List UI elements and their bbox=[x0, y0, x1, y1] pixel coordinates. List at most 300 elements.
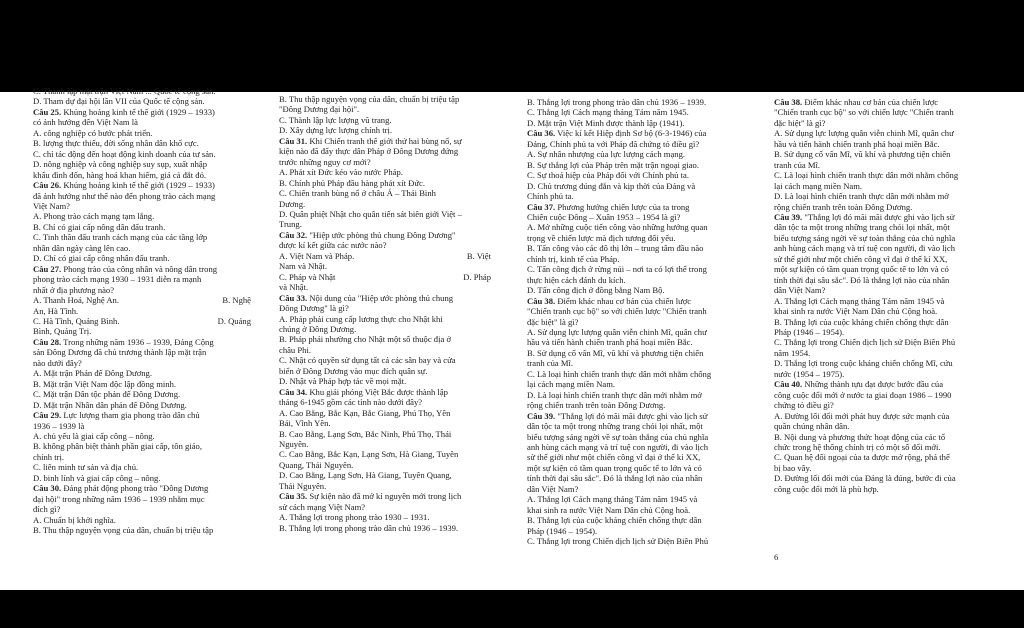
text-line bbox=[279, 366, 491, 376]
line-text: Chính phủ ta. bbox=[527, 191, 574, 202]
line-text: C. Hà Tĩnh, Quảng Bình. bbox=[33, 315, 120, 326]
question-number: Câu 37. bbox=[527, 201, 556, 212]
line-text: C. Chiến tranh bùng nổ ở châu Á – Thái Bình bbox=[279, 188, 436, 199]
line-text: sử thế giới như một chiến công vĩ đại ở thế kỉ XX, bbox=[774, 253, 948, 264]
line-text: tranh của Mĩ. bbox=[774, 159, 821, 170]
line-text: A. Pháp phải cung cấp lương thực cho Nhật khi bbox=[279, 313, 443, 324]
line-text: tranh của Mĩ. bbox=[527, 358, 574, 369]
line-text: B. Pháp phải nhường cho Nhật một số thuộc địa ở bbox=[279, 334, 451, 345]
line-text: A. Sử dụng lực lượng quân viễn chinh Mĩ, quân chư bbox=[527, 326, 707, 337]
line-text: A. chủ yếu là giai cấp công – nông. bbox=[33, 430, 155, 441]
line-text: tính thời đại sâu sắc". Đó là thắng lợi nào của nhân bbox=[774, 274, 950, 285]
text-line bbox=[774, 432, 988, 442]
line-text: "Hiệp ước phòng thủ chung Đông Dương" bbox=[307, 229, 456, 240]
text-line bbox=[527, 139, 743, 149]
question-number: Câu 27. bbox=[33, 263, 62, 274]
line-text: rộng chiến tranh trên toàn Đông Dương. bbox=[774, 201, 913, 212]
text-line bbox=[527, 222, 743, 232]
line-text: kiện nào đã đẩy thực dân Pháp ở Đông Dương đứng bbox=[279, 146, 459, 157]
text-line bbox=[527, 369, 743, 379]
line-text: D. Cao Bằng, Lạng Sơn, Hà Giang, Tuyên Quang, bbox=[279, 470, 452, 481]
text-line bbox=[527, 390, 743, 400]
text-line bbox=[33, 379, 251, 389]
column-4 bbox=[774, 97, 988, 494]
text-line bbox=[279, 397, 491, 407]
text-line bbox=[279, 355, 491, 365]
line-text: Pháp (1946 – 1954). bbox=[774, 326, 845, 337]
option-right: B. Việt bbox=[466, 250, 491, 261]
text-line bbox=[774, 484, 988, 494]
text-line bbox=[527, 191, 743, 201]
text-line bbox=[527, 149, 743, 159]
text-line bbox=[527, 233, 743, 243]
column-1 bbox=[33, 86, 251, 535]
text-line bbox=[279, 199, 491, 209]
text-line bbox=[527, 515, 743, 525]
text-line bbox=[279, 303, 491, 313]
question-line bbox=[527, 296, 743, 306]
line-text: nhất ở địa phương nào? bbox=[33, 284, 115, 295]
text-line bbox=[527, 212, 743, 222]
line-text: B. Chính phủ Pháp đầu hàng phát xít Đức. bbox=[279, 177, 425, 188]
line-text: B. Tấn công vào các đô thị lớn – trung tâm đầu não bbox=[527, 243, 704, 254]
text-line bbox=[33, 358, 251, 368]
text-line bbox=[774, 264, 988, 274]
text-line bbox=[774, 358, 988, 368]
line-text: An, Hà Tĩnh. bbox=[33, 305, 79, 316]
text-line bbox=[527, 379, 743, 389]
line-text: A. Thắng lợi Cách mạng tháng Tám năm 1945 và bbox=[774, 295, 945, 306]
text-line bbox=[279, 460, 491, 470]
line-text: A. Sử dụng lực lượng quân viễn chinh Mĩ, quân chư bbox=[774, 128, 954, 139]
text-line bbox=[279, 324, 491, 334]
line-text: Nam và Nhật. bbox=[279, 261, 327, 272]
column-3 bbox=[527, 97, 743, 546]
text-line bbox=[279, 94, 491, 104]
line-text: khai sinh ra nước Việt Nam Dân chủ Cộng hoà. bbox=[774, 306, 938, 317]
text-line bbox=[33, 421, 251, 431]
line-text: A. Chuẩn bị khởi nghĩa. bbox=[33, 514, 116, 525]
line-text: 1936 – 1939 là bbox=[33, 420, 85, 431]
text-line bbox=[774, 442, 988, 452]
line-text: C. Tinh thần đấu tranh cách mạng của các tầng lớp bbox=[33, 232, 208, 243]
text-line bbox=[774, 139, 988, 149]
question-number: Câu 35. bbox=[279, 491, 308, 502]
line-text: đích gì? bbox=[33, 504, 61, 515]
line-text: D. Là loại hình chiến tranh thực dân mới nhằm mở bbox=[774, 191, 949, 202]
line-text: A. Mặt trận Phản đế Đông Dương. bbox=[33, 368, 152, 379]
text-line bbox=[527, 285, 743, 295]
line-text: A. Phát xít Đức kéo vào nước Pháp. bbox=[279, 167, 403, 178]
text-line bbox=[527, 264, 743, 274]
text-line bbox=[527, 107, 743, 117]
text-line bbox=[33, 316, 251, 326]
text-line bbox=[774, 463, 988, 473]
line-text: biểu tượng sáng ngời về sự toàn thắng của chủ nghĩa bbox=[527, 431, 709, 442]
text-line bbox=[33, 191, 251, 201]
text-line bbox=[279, 345, 491, 355]
question-number: Câu 31. bbox=[279, 135, 308, 146]
text-line bbox=[279, 449, 491, 459]
line-text: C. Mặt trận Dân tộc phản đế Đông Dương. bbox=[33, 389, 181, 400]
text-line bbox=[527, 254, 743, 264]
text-line bbox=[33, 462, 251, 472]
question-line bbox=[33, 264, 251, 274]
line-text: đặc biệt" là gì? bbox=[774, 117, 826, 128]
text-line bbox=[33, 170, 251, 180]
text-line bbox=[33, 295, 251, 305]
text-line bbox=[279, 429, 491, 439]
text-line bbox=[279, 146, 491, 156]
line-text: B. không phân biệt thành phần giai cấp, tôn giáo, bbox=[33, 441, 202, 452]
text-line bbox=[774, 181, 988, 191]
page-number: 6 bbox=[774, 552, 779, 562]
line-text: hầu và tiến hành chiến tranh phá hoại miền Bắc. bbox=[774, 138, 940, 149]
line-text: nước (1954 – 1975). bbox=[774, 368, 845, 379]
line-text: "Thắng lợi đó mãi mãi được ghi vào lịch sử bbox=[555, 410, 708, 421]
line-text: Đảng phát động phong trào "Đông Dương bbox=[61, 483, 209, 494]
line-text: B. Thắng lợi của cuộc kháng chiến chống thực dân bbox=[527, 515, 702, 526]
line-text: B. Thắng lợi trong phong trào dân chủ 1936 – 1939. bbox=[279, 522, 459, 533]
text-line bbox=[774, 369, 988, 379]
line-text: D. Quân phiệt Nhật cho quân tiến sát biên giới Việt – bbox=[279, 208, 462, 219]
line-text: C. Thành lập mặt trận Việt Nam ... Quốc tế cộng sản. bbox=[33, 86, 216, 96]
text-line bbox=[279, 470, 491, 480]
text-line bbox=[279, 523, 491, 533]
text-line bbox=[774, 222, 988, 232]
line-text: đã ảnh hưởng như thế nào đến phong trào cách mạng bbox=[33, 190, 216, 201]
question-number: Câu 32. bbox=[279, 229, 308, 240]
line-text: D. Xây dựng lực lượng chính trị. bbox=[279, 125, 393, 136]
text-line bbox=[33, 306, 251, 316]
line-text: chính trị. bbox=[33, 451, 65, 462]
text-line bbox=[279, 408, 491, 418]
line-text: A. Cao Bằng, Bắc Kạn, Bắc Giang, Phú Thọ, Yên bbox=[279, 407, 451, 418]
question-line bbox=[527, 128, 743, 138]
line-text: phong trào cách mạng 1930 – 1931 diễn ra mạnh bbox=[33, 274, 202, 285]
line-text: Phương hướng chiến lược của ta trong bbox=[555, 201, 690, 212]
line-text: Thái Nguyên. bbox=[279, 480, 327, 491]
text-line bbox=[774, 118, 988, 128]
text-line bbox=[33, 525, 251, 535]
text-line bbox=[527, 337, 743, 347]
line-text: dân tộc ta một trong những trang chói lọi nhất, một bbox=[774, 222, 950, 233]
line-text: dân tộc ta một trong những trang chói lọi nhất, một bbox=[527, 421, 703, 432]
text-line bbox=[33, 326, 251, 336]
line-text: tháng 6-1945 gồm các tỉnh nào dưới đây? bbox=[279, 397, 423, 408]
line-text: nhân dân ngày càng lên cao. bbox=[33, 242, 131, 253]
text-line bbox=[279, 251, 491, 261]
line-text: Trong những năm 1936 – 1939, Đảng Cộng bbox=[61, 336, 214, 347]
text-line bbox=[527, 275, 743, 285]
text-line bbox=[527, 160, 743, 170]
line-text: nào dưới đây? bbox=[33, 357, 82, 368]
text-line bbox=[279, 261, 491, 271]
question-number: Câu 36. bbox=[527, 128, 556, 139]
line-text: Quang, Thái Nguyên. bbox=[279, 459, 354, 470]
line-text: D. Chủ trương đúng đắn và kịp thời của Đảng và bbox=[527, 180, 696, 191]
line-text: được kí kết giữa các nước nào? bbox=[279, 240, 387, 251]
column-2 bbox=[279, 94, 491, 533]
line-text: thực hiện cách đánh du kích. bbox=[527, 274, 626, 285]
question-line bbox=[279, 230, 491, 240]
text-line bbox=[527, 494, 743, 504]
line-text: biểu tượng sáng ngời về sự toàn thắng của chủ nghĩa bbox=[774, 232, 956, 243]
text-line bbox=[279, 502, 491, 512]
text-line bbox=[774, 337, 988, 347]
text-line bbox=[774, 285, 988, 295]
line-text: D. Đường lối đổi mới của Đảng là đúng, bước đi của bbox=[774, 473, 956, 484]
question-line bbox=[33, 180, 251, 190]
line-text: và Nhật. bbox=[279, 282, 309, 293]
question-line bbox=[527, 411, 743, 421]
line-text: biển ở Đông Dương vào mục đích quân sự. bbox=[279, 365, 428, 376]
text-line bbox=[774, 411, 988, 421]
text-line bbox=[33, 86, 251, 96]
text-line bbox=[774, 149, 988, 159]
line-text: D. Tham dự đại hội lần VII của Quốc tế cộng sản. bbox=[33, 96, 205, 107]
text-line bbox=[527, 400, 743, 410]
question-line bbox=[279, 293, 491, 303]
text-line bbox=[527, 243, 743, 253]
line-text: trọng về chiến lược mà địch tương đối yếu. bbox=[527, 232, 676, 243]
text-line bbox=[774, 327, 988, 337]
top-black-bar bbox=[0, 0, 1024, 92]
option-right: D. Quảng bbox=[217, 315, 251, 326]
question-number: Câu 29. bbox=[33, 410, 62, 421]
line-text: Những thành tựu đạt được bước đầu của bbox=[802, 379, 944, 390]
line-text: quần chúng nhân dân. bbox=[774, 421, 850, 432]
line-text: C. chỉ tác động đến hoạt động kinh doanh của tư sản. bbox=[33, 148, 216, 159]
text-line bbox=[33, 400, 251, 410]
line-text: D. Nhật và Pháp hợp tác về mọi mặt. bbox=[279, 376, 407, 387]
text-line bbox=[527, 421, 743, 431]
line-text: D. Mặt trận Việt Minh được thành lập (1941). bbox=[527, 117, 685, 128]
line-text: Khu giải phóng Việt Bắc được thành lập bbox=[307, 386, 448, 397]
text-line bbox=[279, 376, 491, 386]
line-text: một sự kiện có tầm quan trọng quốc tế to lớn và có bbox=[774, 264, 949, 275]
question-number: Câu 26. bbox=[33, 180, 62, 191]
line-text: A. Đường lối đổi mới phát huy được sức mạnh của bbox=[774, 410, 950, 421]
line-text: B. Thu thập nguyện vọng của dân, chuẩn bị triệu tập bbox=[33, 525, 214, 536]
line-text: "Chiến tranh cục bộ" so với chiến lược "Chiến tranh bbox=[527, 306, 707, 317]
line-text: lại cách mạng miền Nam. bbox=[774, 180, 863, 191]
text-line bbox=[279, 512, 491, 522]
text-line bbox=[527, 327, 743, 337]
question-number: Câu 38. bbox=[774, 97, 803, 107]
line-text: B. Nội dung và phương thức hoạt động của các tổ bbox=[774, 431, 946, 442]
text-line bbox=[33, 441, 251, 451]
text-line bbox=[33, 274, 251, 284]
text-line bbox=[774, 254, 988, 264]
line-text: công cuộc đổi mới ở nước ta giai đoạn 1986 – 1990 bbox=[774, 389, 952, 400]
text-line bbox=[774, 400, 988, 410]
line-text: C. Cao Bằng, Bắc Kạn, Lạng Sơn, Hà Giang, Tuyên bbox=[279, 449, 459, 460]
text-line bbox=[774, 233, 988, 243]
text-line bbox=[527, 442, 743, 452]
line-text: Sự kiện nào đã mở kỉ nguyên mới trong lịch bbox=[307, 491, 462, 502]
line-text: "Thắng lợi đó mãi mãi được ghi vào lịch sử bbox=[802, 211, 955, 222]
text-line bbox=[33, 431, 251, 441]
text-line bbox=[527, 473, 743, 483]
line-text: C. Là loại hình chiến tranh thực dân mới nhằm chống bbox=[527, 368, 712, 379]
text-line bbox=[33, 159, 251, 169]
line-text: D. Chỉ có giai cấp công nhân đấu tranh. bbox=[33, 253, 170, 264]
text-line bbox=[774, 473, 988, 483]
text-line bbox=[279, 209, 491, 219]
text-line bbox=[33, 347, 251, 357]
question-line bbox=[33, 107, 251, 117]
line-text: B. Mặt trận Việt Nam độc lập đồng minh. bbox=[33, 378, 177, 389]
text-line bbox=[527, 348, 743, 358]
text-line bbox=[527, 484, 743, 494]
text-line bbox=[279, 272, 491, 282]
line-text: B. Chỉ có giai cấp nông dân đấu tranh. bbox=[33, 221, 166, 232]
line-text: chính trị, kinh tế của Pháp. bbox=[527, 253, 620, 264]
line-text: C. Sự thoả hiệp của Pháp đối với Chính phủ ta. bbox=[527, 170, 689, 181]
line-text: bị bao vây. bbox=[774, 462, 812, 473]
text-line bbox=[279, 157, 491, 167]
text-line bbox=[33, 285, 251, 295]
line-text: tính thời đại sâu sắc". Đó là thắng lợi nào của nhân bbox=[527, 473, 703, 484]
line-text: A. công nghiệp có bước phát triển. bbox=[33, 127, 153, 138]
line-text: công cuộc đổi mới là phù hợp. bbox=[774, 483, 879, 494]
text-line bbox=[279, 439, 491, 449]
line-text: A. Sự nhân nhượng của lực lượng cách mạng. bbox=[527, 149, 686, 160]
line-text: lại cách mạng miền Nam. bbox=[527, 379, 616, 390]
line-text: B. Cao Bằng, Lạng Sơn, Bắc Ninh, Phú Thọ, Thái bbox=[279, 428, 452, 439]
line-text: C. Tấn công địch ở rừng núi – nơi ta có lợi thế trong bbox=[527, 264, 707, 275]
line-text: Dương. bbox=[279, 198, 306, 209]
text-line bbox=[527, 526, 743, 536]
line-text: đặc biệt" là gì? bbox=[527, 316, 579, 327]
line-text: C. Thành lập lực lượng vũ trang. bbox=[279, 114, 392, 125]
text-line bbox=[774, 275, 988, 285]
text-line bbox=[33, 494, 251, 504]
question-number: Câu 30. bbox=[33, 483, 62, 494]
line-text: anh hùng cách mạng và trí tuệ con người, đi vào lịch bbox=[774, 243, 956, 254]
line-text: Phong trào của công nhân và nông dân trong bbox=[61, 263, 218, 274]
text-line bbox=[527, 181, 743, 191]
option-right: D. Pháp bbox=[463, 271, 491, 282]
text-line bbox=[774, 170, 988, 180]
question-number: Câu 39. bbox=[774, 211, 803, 222]
line-text: C. Nhật có quyền sử dụng tất cả các sân bay và cửa bbox=[279, 355, 456, 366]
text-line bbox=[33, 452, 251, 462]
line-text: dân Việt Nam? bbox=[774, 285, 826, 296]
line-text: Nguyên. bbox=[279, 438, 309, 449]
line-text: Điểm khác nhau cơ bản của chiến lược bbox=[555, 295, 692, 306]
question-line bbox=[774, 97, 988, 107]
line-text: A. Thắng lợi trong phong trào 1930 – 1931. bbox=[279, 512, 430, 523]
line-text: C. Thắng lợi Cách mạng tháng Tám năm 1945. bbox=[527, 107, 689, 118]
text-line bbox=[774, 202, 988, 212]
text-line bbox=[527, 306, 743, 316]
line-text: A. Thắng lợi Cách mạng tháng Tám năm 1945 và bbox=[527, 494, 698, 505]
line-text: một sự kiện có tầm quan trọng quốc tế to lớn và có bbox=[527, 462, 702, 473]
text-line bbox=[279, 178, 491, 188]
text-line bbox=[279, 125, 491, 135]
line-text: Việt Nam? bbox=[33, 200, 70, 211]
text-line bbox=[279, 334, 491, 344]
text-line bbox=[33, 243, 251, 253]
line-text: B. Sự thắng lợi của Pháp trên mặt trận ngoại giao. bbox=[527, 159, 699, 170]
text-line bbox=[279, 314, 491, 324]
text-line bbox=[527, 358, 743, 368]
line-text: A. Phong trào cách mạng tạm lắng. bbox=[33, 211, 155, 222]
line-text: có ảnh hưởng đến Việt Nam là bbox=[33, 117, 138, 128]
line-text: A. Mở những cuộc tiến công vào những hướng quan bbox=[527, 222, 708, 233]
question-number: Câu 40. bbox=[774, 379, 803, 390]
line-text: hầu và tiến hành chiến tranh phá hoại miền Bắc. bbox=[527, 337, 693, 348]
line-text: C. Thắng lợi trong Chiến dịch lịch sử Điện Biên Phủ bbox=[527, 536, 709, 547]
question-line bbox=[774, 379, 988, 389]
line-text: Khủng hoảng kinh tế thế giới (1929 – 1933) bbox=[61, 106, 215, 117]
line-text: Đông Dương" là gì? bbox=[279, 303, 349, 314]
line-text: sử thế giới như một chiến công vĩ đại ở thế kỉ XX, bbox=[527, 452, 701, 463]
line-text: C. Pháp và Nhật bbox=[279, 271, 336, 282]
text-line bbox=[527, 505, 743, 515]
line-text: chứng tỏ điều gì? bbox=[774, 400, 834, 411]
text-line bbox=[33, 211, 251, 221]
text-line bbox=[279, 167, 491, 177]
question-line bbox=[279, 136, 491, 146]
text-line bbox=[527, 536, 743, 546]
line-text: B. Thắng lợi trong phong trào dân chủ 1936 – 1939. bbox=[527, 97, 707, 107]
question-line bbox=[279, 387, 491, 397]
text-line bbox=[774, 107, 988, 117]
line-text: Khủng hoảng kinh tế thế giới (1929 – 1933) bbox=[61, 180, 215, 191]
question-number: Câu 38. bbox=[527, 295, 556, 306]
text-line bbox=[279, 282, 491, 292]
line-text: B. Thu thập nguyện vọng của dân, chuẩn bị triệu tập bbox=[279, 94, 460, 104]
line-text: B. Sử dụng cố vấn Mĩ, vũ khí và phương tiện chiến bbox=[774, 149, 951, 160]
text-line bbox=[527, 432, 743, 442]
line-text: Nội dung của "Hiệp ước phòng thủ chung bbox=[307, 292, 454, 303]
line-text: A. Việt Nam và Pháp. bbox=[279, 250, 355, 261]
text-line bbox=[774, 191, 988, 201]
text-line bbox=[33, 222, 251, 232]
text-line bbox=[33, 128, 251, 138]
text-line bbox=[774, 243, 988, 253]
text-line bbox=[279, 115, 491, 125]
text-line bbox=[33, 389, 251, 399]
line-text: trước những nguy cơ mới? bbox=[279, 156, 371, 167]
line-text: Bái, Vĩnh Yên. bbox=[279, 418, 331, 429]
question-line bbox=[774, 212, 988, 222]
line-text: chức trong hệ thống chính trị có một số đổi mới. bbox=[774, 441, 941, 452]
line-text: B. lượng thực thiếu, đời sống nhân dân khổ cực. bbox=[33, 138, 199, 149]
text-line bbox=[279, 104, 491, 114]
line-text: B. Sử dụng cố vấn Mĩ, vũ khí và phương tiện chiến bbox=[527, 347, 704, 358]
question-number: Câu 39. bbox=[527, 410, 556, 421]
line-text: Lực lượng tham gia phong trào dân chủ bbox=[61, 410, 200, 421]
text-line bbox=[33, 138, 251, 148]
question-number: Câu 28. bbox=[33, 336, 62, 347]
line-text: Trung. bbox=[279, 219, 302, 230]
line-text: dân Việt Nam? bbox=[527, 483, 579, 494]
text-line bbox=[279, 418, 491, 428]
line-text: Đảng, Chính phủ ta với Pháp đã chứng tỏ điều gì? bbox=[527, 138, 700, 149]
text-line bbox=[527, 118, 743, 128]
line-text: C. Là loại hình chiến tranh thực dân mới nhằm chống bbox=[774, 170, 959, 181]
text-line bbox=[774, 452, 988, 462]
text-line bbox=[527, 317, 743, 327]
question-number: Câu 25. bbox=[33, 106, 62, 117]
bottom-black-bar bbox=[0, 590, 1024, 628]
line-text: châu Phi. bbox=[279, 344, 311, 355]
text-line bbox=[774, 306, 988, 316]
